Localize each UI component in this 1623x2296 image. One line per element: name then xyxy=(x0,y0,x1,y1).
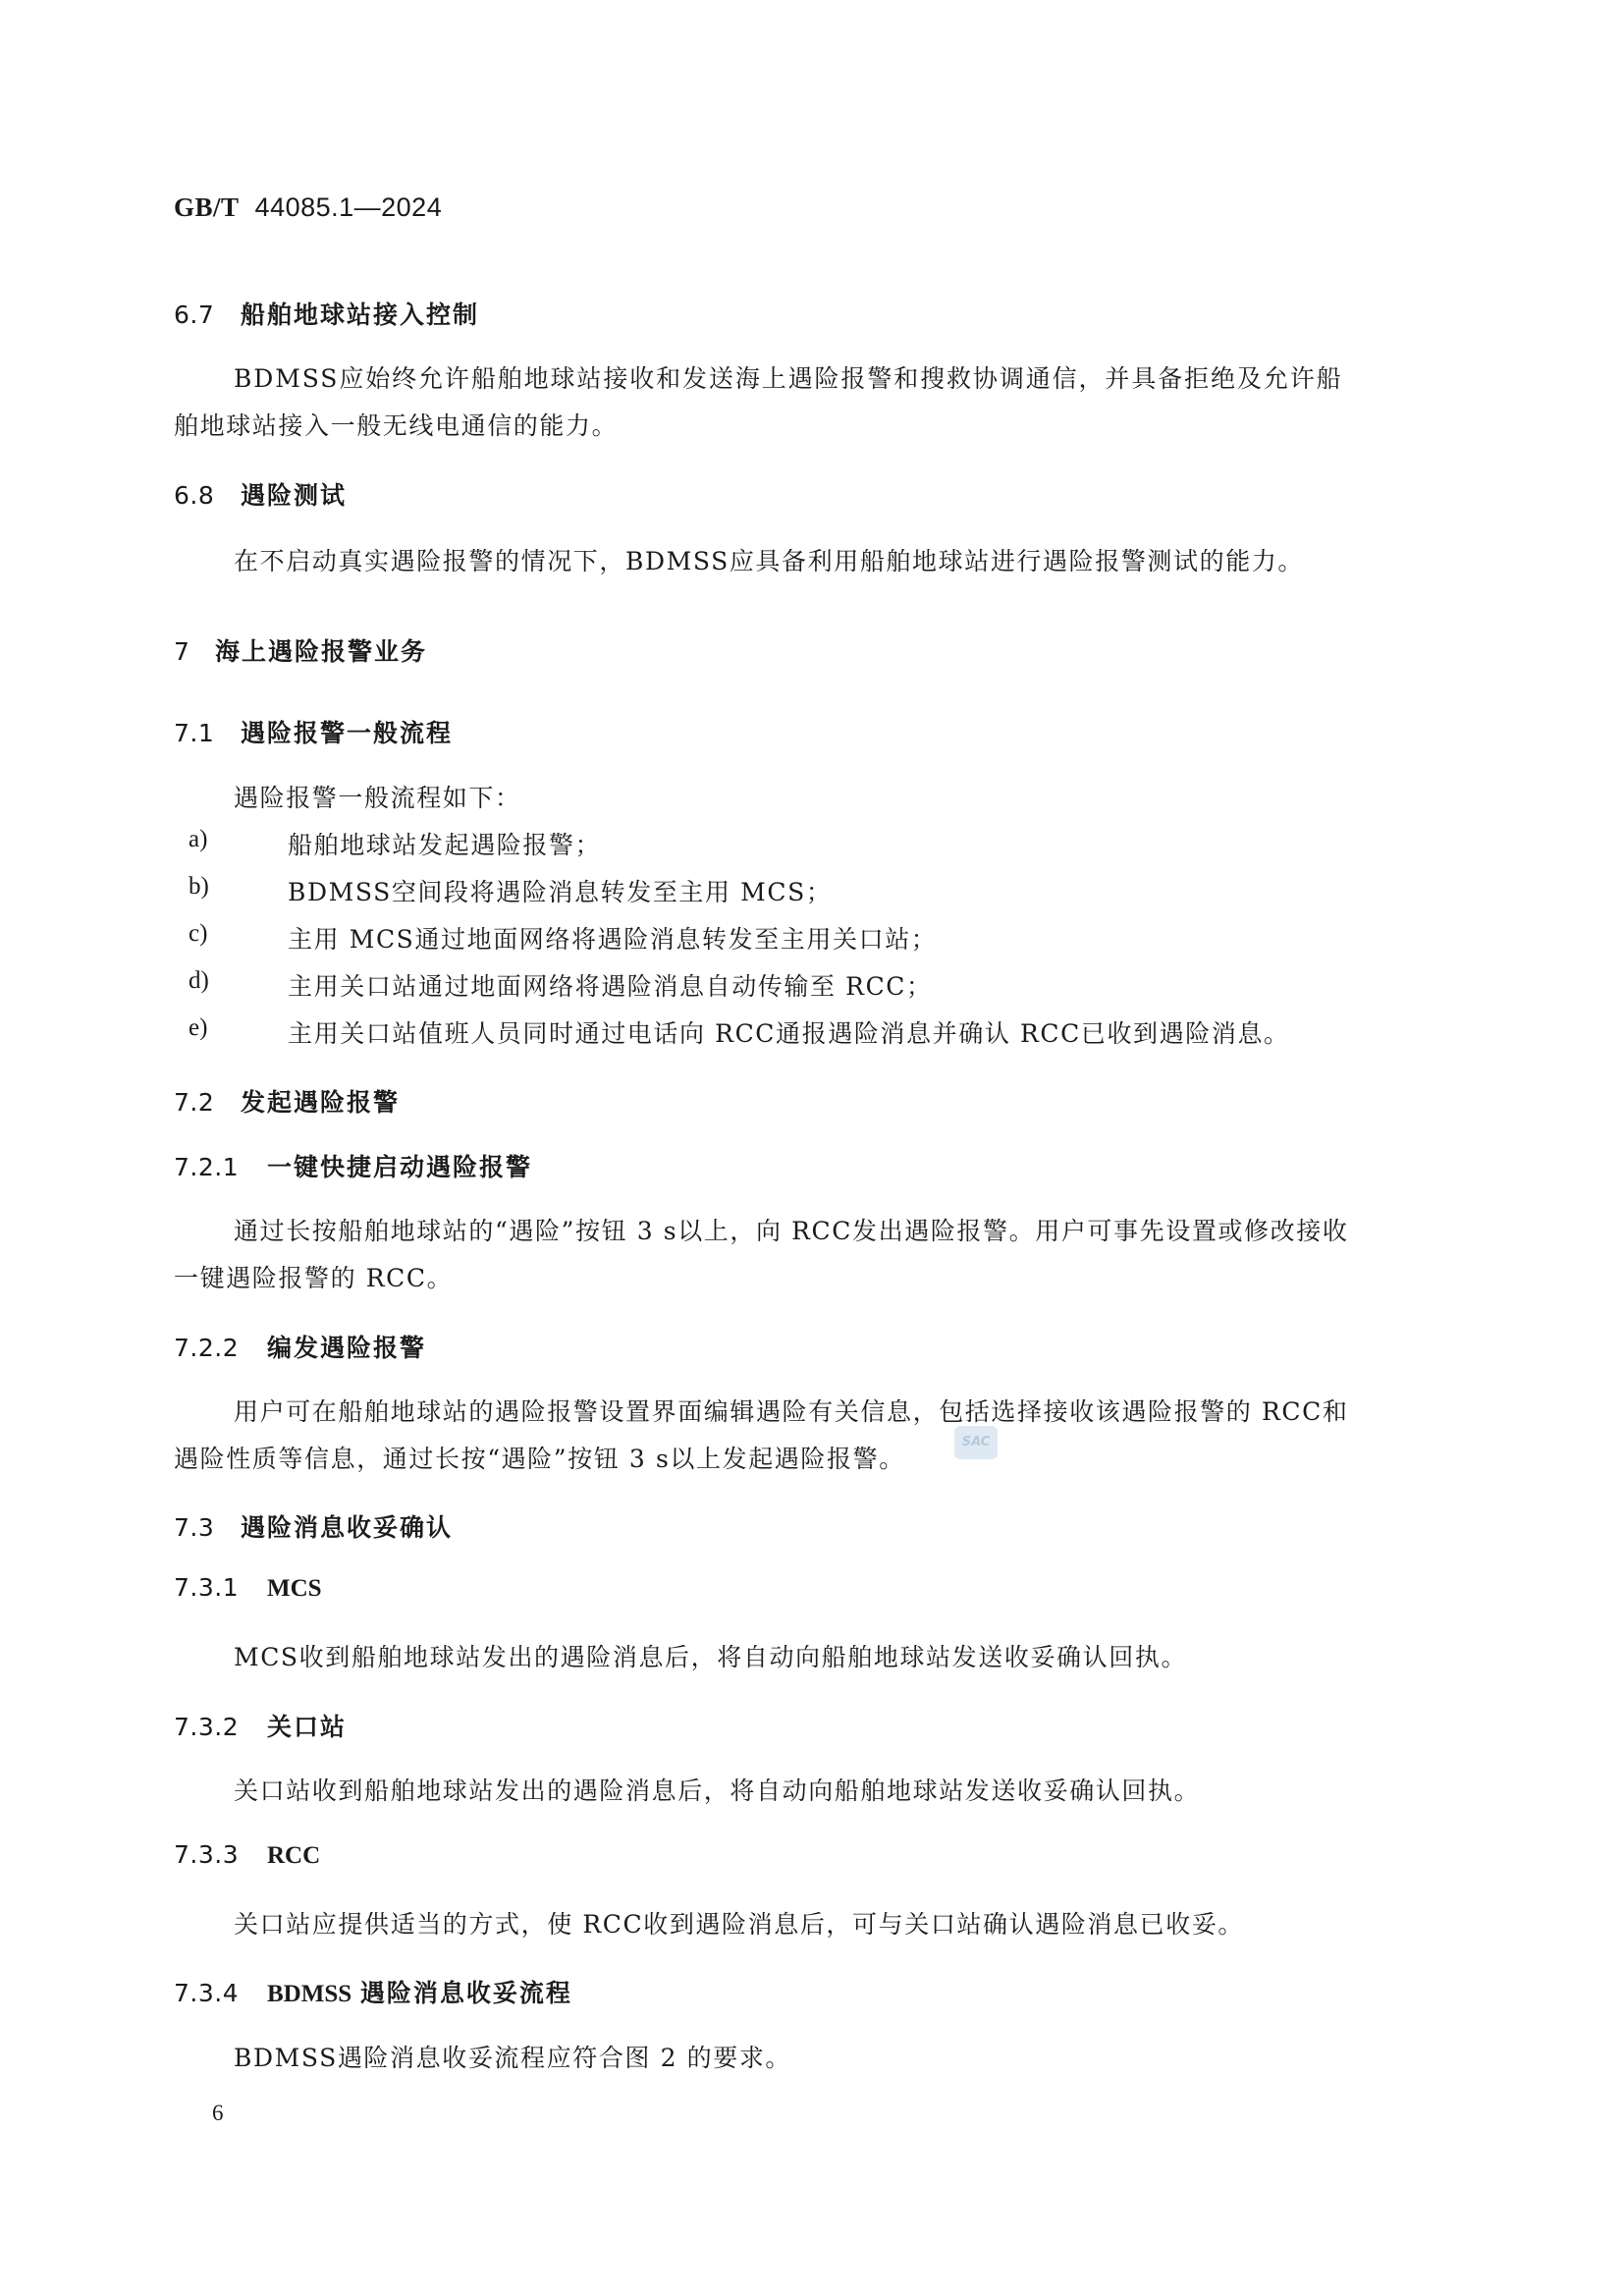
section-title: 发起遇险报警 xyxy=(241,1088,401,1117)
list-text: 船舶地球站发起遇险报警； xyxy=(288,831,602,859)
section-number: 7.2.1 xyxy=(174,1153,240,1181)
list-marker: b) xyxy=(189,873,209,900)
section-heading-7-3-3 xyxy=(174,1840,320,1870)
section-heading-7-2 xyxy=(174,1083,400,1119)
paragraph-line: 关口站应提供适当的方式，使 RCC收到遇险消息后，可与关口站确认遇险消息已收妥。 xyxy=(234,1910,1245,1939)
section-number: 7.3.4 xyxy=(174,1979,240,2007)
section-number: 7.3.1 xyxy=(174,1573,240,1602)
paragraph-line: 遇险报警一般流程如下： xyxy=(234,784,521,812)
section-number: 7.3.2 xyxy=(174,1713,240,1741)
paragraph-line: 在不启动真实遇险报警的情况下，BDMSS应具备利用船舶地球站进行遇险报警测试的能力。 xyxy=(234,547,1305,575)
section-heading-7-3 xyxy=(174,1508,453,1544)
list-marker: c) xyxy=(189,920,208,947)
section-number: 7.2.2 xyxy=(174,1334,240,1362)
section-title: 遇险报警一般流程 xyxy=(241,719,454,747)
list-text: 主用关口站通过地面网络将遇险消息自动传输至 RCC； xyxy=(288,972,933,1001)
section-title: 编发遇险报警 xyxy=(267,1334,427,1362)
paragraph-line: 通过长按船舶地球站的“遇险”按钮 3 s以上，向 RCC发出遇险报警。用户可事先设置或修改接收 xyxy=(234,1217,1349,1245)
sac-watermark: SAC xyxy=(954,1426,998,1459)
section-number: 7.2 xyxy=(174,1088,215,1117)
section-heading-6-7 xyxy=(174,296,479,331)
section-title: MCS xyxy=(267,1575,322,1602)
section-number: 6.8 xyxy=(174,481,215,510)
list-marker: e) xyxy=(189,1014,208,1041)
section-heading-7-2-1 xyxy=(174,1148,532,1183)
section-title: 遇险消息收妥流程 xyxy=(359,1979,572,2007)
section-title: 船舶地球站接入控制 xyxy=(241,301,480,329)
section-title: RCC xyxy=(267,1842,321,1869)
section-heading-7-2-2 xyxy=(174,1329,426,1364)
section-number: 7.3 xyxy=(174,1513,215,1542)
paragraph-line: 遇险性质等信息，通过长按“遇险”按钮 3 s以上发起遇险报警。 xyxy=(174,1445,905,1473)
standard-number: 44085.1—2024 xyxy=(254,192,443,222)
section-number: 7.3.3 xyxy=(174,1840,240,1869)
paragraph-line: 关口站收到船舶地球站发出的遇险消息后，将自动向船舶地球站发送收妥确认回执。 xyxy=(234,1777,1201,1805)
list-text: 主用 MCS通过地面网络将遇险消息转发至主用关口站； xyxy=(288,925,938,954)
section-heading-6-8 xyxy=(174,476,347,512)
section-title: 关口站 xyxy=(267,1713,348,1741)
standard-code: GB/T xyxy=(174,192,240,222)
paragraph-line: MCS收到船舶地球站发出的遇险消息后，将自动向船舶地球站发送收妥确认回执。 xyxy=(234,1643,1188,1671)
standard-header xyxy=(174,192,442,223)
list-text: 主用关口站值班人员同时通过电话向 RCC通报遇险消息并确认 RCC已收到遇险消息。 xyxy=(288,1019,1290,1048)
paragraph-line: 用户可在船舶地球站的遇险报警设置界面编辑遇险有关信息，包括选择接收该遇险报警的 RCC和 xyxy=(234,1397,1349,1426)
section-title-prefix: BDMSS xyxy=(267,1981,352,2007)
section-number: 7 xyxy=(174,637,190,666)
list-marker: d) xyxy=(189,967,209,994)
section-title: 海上遇险报警业务 xyxy=(215,637,428,666)
section-title: 遇险测试 xyxy=(241,481,348,510)
section-title: 遇险消息收妥确认 xyxy=(241,1513,454,1542)
list-marker: a) xyxy=(189,826,208,852)
paragraph-line: BDMSS应始终允许船舶地球站接收和发送海上遇险报警和搜救协调通信，并具备拒绝及允许船 xyxy=(234,364,1343,393)
section-heading-7-1 xyxy=(174,714,453,749)
section-heading-7-3-1 xyxy=(174,1573,322,1603)
section-title: 一键快捷启动遇险报警 xyxy=(267,1153,533,1181)
section-number: 6.7 xyxy=(174,301,215,329)
page-number: 6 xyxy=(212,2101,224,2125)
section-number: 7.1 xyxy=(174,719,215,747)
list-text: BDMSS空间段将遇险消息转发至主用 MCS； xyxy=(288,878,833,906)
paragraph-line: BDMSS遇险消息收妥流程应符合图 2 的要求。 xyxy=(234,2044,792,2072)
section-heading-7-3-4 xyxy=(174,1974,572,2009)
section-heading-7-3-2 xyxy=(174,1708,347,1743)
paragraph-line: 舶地球站接入一般无线电通信的能力。 xyxy=(174,411,619,440)
paragraph-line: 一键遇险报警的 RCC。 xyxy=(174,1264,454,1292)
section-heading-7 xyxy=(174,632,427,668)
